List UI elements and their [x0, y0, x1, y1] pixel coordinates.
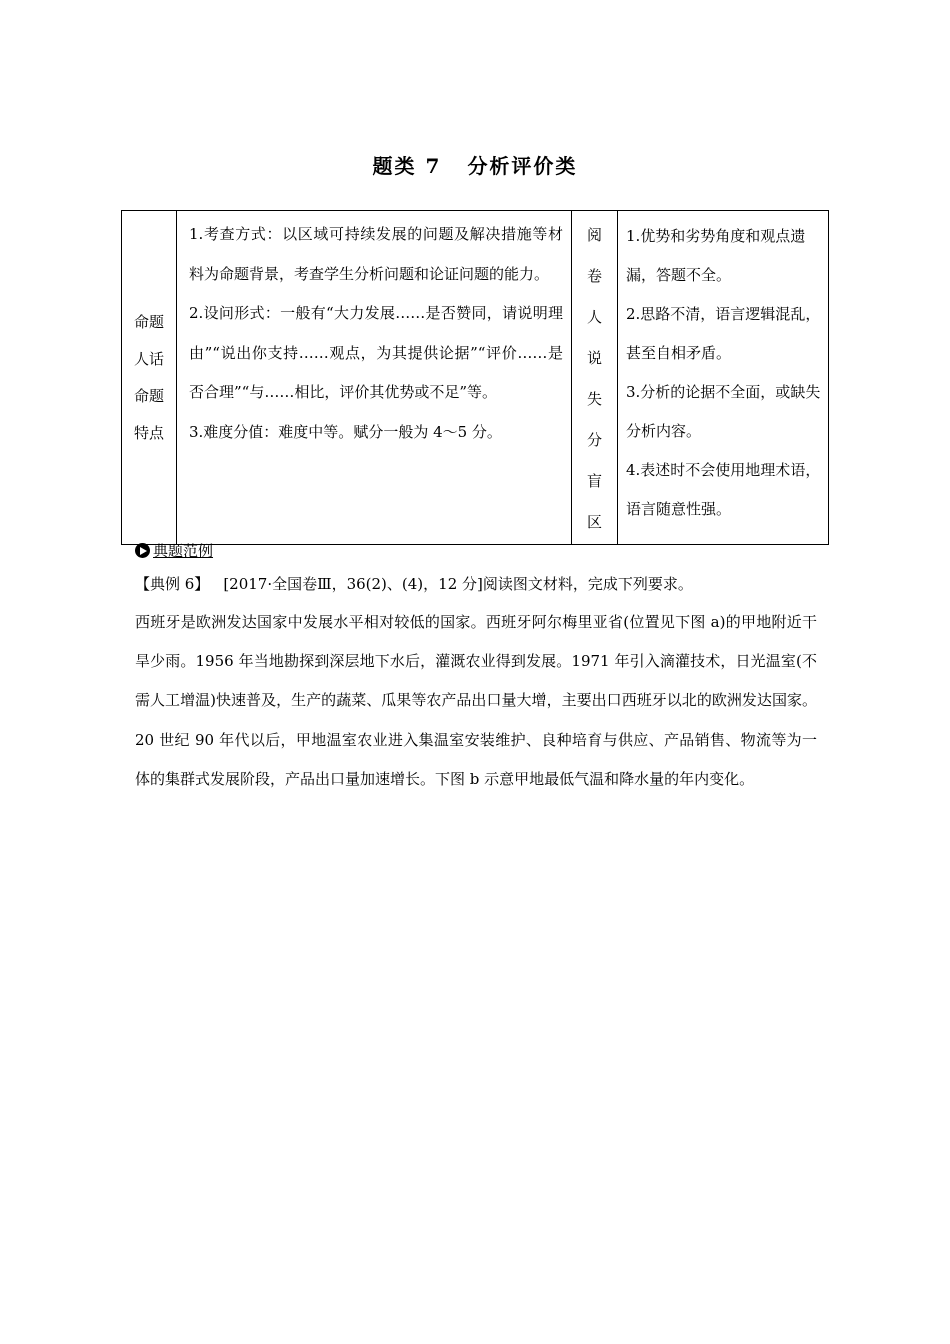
- right-header-char: 人: [586, 308, 602, 326]
- left-header-line: 命题: [133, 312, 164, 331]
- feature-item: 2.设问形式：一般有“大力发展……是否赞同，请说明理由”“说出你支持……观点，为其提供论据”“评价……是否合理”“与……相比，评价其优势或不足”等。: [189, 304, 563, 401]
- left-header-line: 人话: [133, 349, 164, 368]
- right-header-char: 卷: [586, 267, 602, 285]
- page-title: [0, 150, 950, 179]
- pitfall-item: 2.思路不清，语言逻辑混乱，甚至自相矛盾。: [626, 305, 821, 362]
- pitfall-item: 1.优势和劣势角度和观点遗漏，答题不全。: [626, 227, 806, 284]
- features-cell: [177, 211, 572, 545]
- title-part2: 分析评价类: [467, 154, 578, 178]
- section-heading: [135, 540, 213, 561]
- example-source: [2017·全国卷Ⅲ，36(2)、(4)，12 分]阅读图文材料，完成下列要求。: [223, 575, 693, 593]
- feature-table: [121, 210, 829, 545]
- example-label: 【典例 6】: [135, 575, 210, 593]
- pitfall-item: 3.分析的论据不全面，或缺失分析内容。: [626, 383, 821, 440]
- play-circle-icon: [135, 543, 150, 558]
- section-label: 典题范例: [153, 542, 214, 560]
- pitfalls-cell: [618, 211, 829, 545]
- right-header-char: 区: [586, 513, 602, 531]
- left-header-line: 命题: [133, 386, 164, 405]
- title-part1: 题类 7: [372, 154, 442, 178]
- right-header-char: 说: [586, 349, 602, 367]
- right-header-char: 分: [586, 431, 602, 449]
- example-heading: [135, 573, 693, 594]
- example-body: 西班牙是欧洲发达国家中发展水平相对较低的国家。西班牙阿尔梅里亚省(位置见下图 a)的甲地附近干旱少雨。1956 年当地勘探到深层地下水后，灌溉农业得到发展。1971 年引入滴灌技术，日光温室(不需人工增温)快速普及，生产的蔬菜、瓜果等农产品出口量大增，主要出口西班牙以北的欧洲发达国家。20 世纪 90 年代以后，甲地温室农业进入集温室安装维护、良种培育与供应、产品销售、物流等为一体的集群式发展阶段，产品出口量加速增长。下图 b 示意甲地最低气温和降水量的年内变化。: [135, 613, 817, 788]
- feature-item: 1.考查方式：以区域可持续发展的问题及解决措施等材料为命题背景，考查学生分析问题和论证问题的能力。: [189, 225, 563, 283]
- left-header-cell: [122, 211, 177, 545]
- left-header-line: 特点: [133, 423, 164, 442]
- right-header-char: 阅: [586, 226, 602, 244]
- right-header-char: 盲: [586, 472, 602, 490]
- right-header-cell: [572, 211, 618, 545]
- feature-item: 3.难度分值：难度中等。赋分一般为 4～5 分。: [189, 422, 502, 441]
- pitfall-item: 4.表述时不会使用地理术语，语言随意性强。: [626, 461, 821, 518]
- right-header-char: 失: [586, 390, 602, 408]
